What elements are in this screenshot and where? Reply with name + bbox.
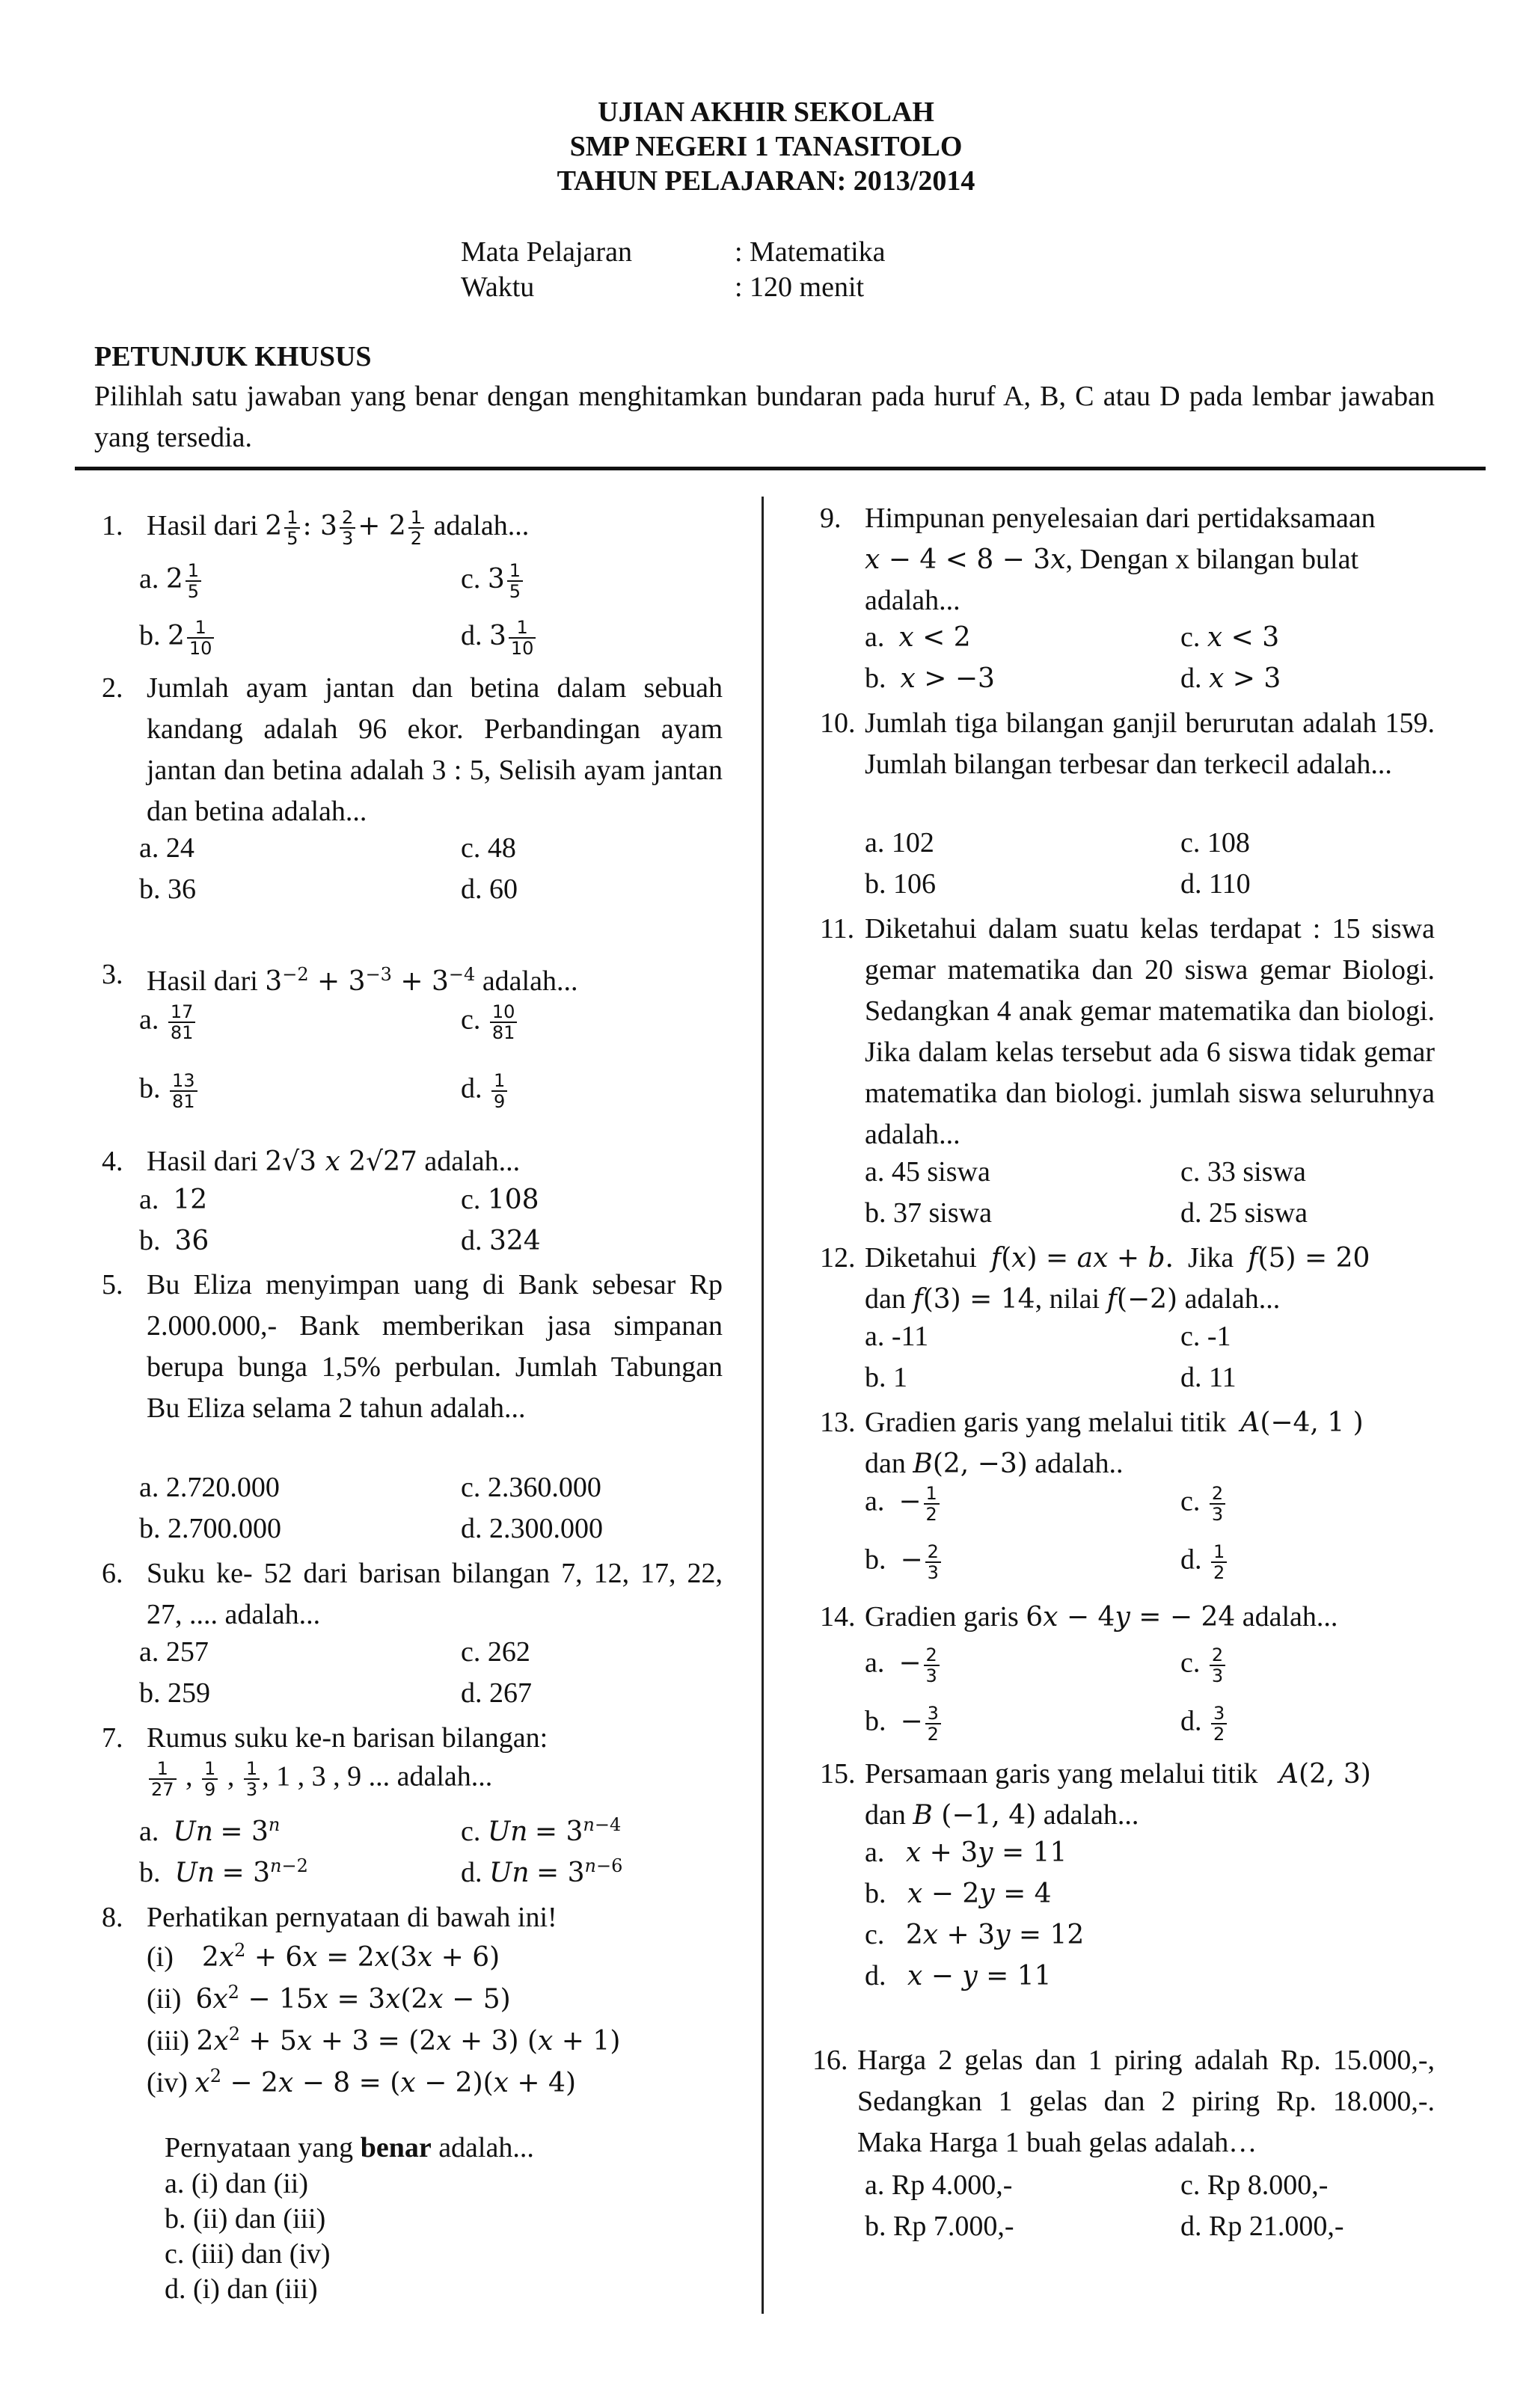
statement-4: (iv) $x^2 - 2x - 8 = (x - 2)(x + 4)$ (147, 2065, 576, 2098)
question-number: 9. (820, 503, 842, 534)
question-text-end: adalah... (1242, 1601, 1338, 1633)
question-text-end: adalah... (424, 1146, 521, 1177)
option-a[interactable]: a. 45 siswa (865, 1156, 990, 1188)
option-b[interactable]: b. Rp 7.000,- (865, 2211, 1014, 2242)
time-value: : 120 menit (735, 271, 865, 303)
option-a[interactable]: a. 257 (139, 1636, 209, 1668)
question-text-end: adalah... (433, 510, 530, 541)
question-number: 11. (820, 913, 855, 945)
question-text: Persamaan garis yang melalui titik (865, 1758, 1258, 1790)
option-a[interactable]: a. $Un = 3^n$ (139, 1814, 281, 1847)
question-text-end: adalah... (1043, 1799, 1139, 1831)
sequence-terms: $\frac{1}{27}$ , $\frac{1}{9}$ , $\frac{1}{3}$ , 1 , 3 , 9 ... adalah... (147, 1759, 492, 1799)
option-b[interactable]: b. − $\frac{3}{2}$ (865, 1704, 943, 1744)
question-prompt: Pernyataan yang benar adalah... (165, 2132, 534, 2163)
option-d[interactable]: d. 3 $\frac{1}{10}$ (461, 618, 538, 658)
question-number: 2. (102, 672, 123, 704)
column-divider (762, 497, 764, 2314)
question-text: Bu Eliza menyimpan uang di Bank sebesar Rp 2.000.000,- Bank memberikan jasa simpanan berupa bunga 1,5% perbulan. Jumlah Tabungan Bu Eliza selama 2 tahun adalah... (147, 1269, 723, 1424)
option-a[interactable]: a. 2 $\frac{1}{5}$ (139, 561, 203, 601)
option-b[interactable]: b. $Un = 3^{n-2}$ (139, 1855, 308, 1888)
question-number: 16. (812, 2045, 848, 2076)
question-number: 7. (102, 1722, 123, 1754)
academic-year: TAHUN PELAJARAN: 2013/2014 (557, 165, 975, 197)
question-number: 8. (102, 1902, 123, 1933)
option-c[interactable]: c. 48 (461, 832, 516, 864)
option-a[interactable]: a. − $\frac{1}{2}$ (865, 1484, 942, 1524)
question-number: 12. (820, 1242, 856, 1274)
option-d[interactable]: d. $\frac{1}{9}$ (461, 1071, 509, 1111)
option-b[interactable]: b. 36 (139, 873, 196, 905)
option-a[interactable]: a. x + 3y = 11 (865, 1837, 1067, 1868)
question-text: Harga 2 gelas dan 1 piring adalah Rp. 15.000,-, Sedangkan 1 gelas dan 2 piring Rp. 18.000,-. Maka Harga 1 buah gelas adalah… (857, 2045, 1435, 2158)
instructions-text: Pilihlah satu jawaban yang benar dengan menghitamkan bundaran pada huruf A, B, C atau D pada lembar jawaban yang tersedia. (94, 381, 1435, 453)
option-d[interactable]: d. Rp 21.000,- (1180, 2211, 1344, 2242)
option-a[interactable]: a. − $\frac{2}{3}$ (865, 1645, 942, 1686)
time-label: Waktu (461, 271, 535, 303)
option-b[interactable]: b. 2 $\frac{1}{10}$ (139, 618, 216, 658)
option-c[interactable]: c. $\frac{2}{3}$ (1180, 1645, 1228, 1686)
question-text: Gradien garis yang melalui titik (865, 1407, 1227, 1438)
question-number: 10. (820, 707, 856, 739)
exam-title: UJIAN AKHIR SEKOLAH (598, 96, 934, 128)
option-a[interactable]: a. 12 (139, 1184, 208, 1215)
option-c[interactable]: c. 108 (461, 1184, 539, 1215)
option-a[interactable]: a. x < 2 (865, 621, 971, 653)
function-definition: f(x) = ax + b. (990, 1243, 1174, 1274)
question-text: Hasil dari (147, 965, 258, 997)
option-c[interactable]: c. 33 siswa (1180, 1156, 1306, 1188)
option-c[interactable]: c. $\frac{2}{3}$ (1180, 1484, 1228, 1524)
question-text: Jumlah ayam jantan dan betina dalam sebuah kandang adalah 96 ekor. Perbandingan ayam jantan dan betina adalah 3 : 5, Selisih ayam jantan dan betina adalah... (147, 672, 723, 827)
question-number: 4. (102, 1146, 123, 1177)
option-c[interactable]: c. 262 (461, 1636, 530, 1668)
option-c[interactable]: c. 108 (1180, 827, 1250, 859)
option-c[interactable]: c. $Un = 3^{n-4}$ (461, 1814, 622, 1847)
option-a[interactable]: a. 2.720.000 (139, 1472, 280, 1503)
option-d[interactable]: d. (i) dan (iii) (165, 2273, 318, 2305)
option-b[interactable]: b. 259 (139, 1677, 210, 1709)
question-number: 15. (820, 1758, 856, 1790)
option-c[interactable]: c. x < 3 (1180, 621, 1280, 653)
point-a: A(−4, 1 ) (1240, 1407, 1364, 1438)
question-text: Himpunan penyelesaian dari pertidaksamaan (865, 503, 1376, 534)
instructions-title: PETUNJUK KHUSUS (94, 341, 372, 372)
question-text: Hasil dari (147, 510, 258, 541)
option-d[interactable]: d. x − y = 11 (865, 1960, 1052, 1991)
option-b[interactable]: b. 106 (865, 868, 936, 900)
option-a[interactable]: a. Rp 4.000,- (865, 2169, 1013, 2201)
statement-2: (ii) $6x^2 - 15x = 3x(2x - 5)$ (147, 1982, 511, 2015)
question-number: 6. (102, 1558, 123, 1589)
question-text: Rumus suku ke-n barisan bilangan: (147, 1722, 548, 1754)
question-text: Suku ke- 52 dari barisan bilangan 7, 12, 17, 22, 27, .... adalah... (147, 1558, 723, 1630)
option-d[interactable]: d. 110 (1180, 868, 1251, 900)
question-text-end: adalah... (865, 585, 960, 616)
option-d[interactable]: d. 60 (461, 873, 518, 905)
question-number: 14. (820, 1601, 856, 1633)
point-b: B (−1, 4) (913, 1800, 1037, 1831)
option-d[interactable]: d. $\frac{1}{2}$ (1180, 1542, 1229, 1582)
point-b: B(2, −3) (913, 1449, 1028, 1479)
question-text: Diketahui (865, 1242, 977, 1274)
option-b[interactable]: b. 2.700.000 (139, 1513, 281, 1544)
question-text-cont: , nilai (1035, 1283, 1100, 1315)
asked-value: f(−2) (1106, 1284, 1178, 1315)
option-b[interactable]: b. $\frac{13}{81}$ (139, 1071, 200, 1111)
option-d[interactable]: d. 11 (1180, 1362, 1237, 1393)
line-equation: 6x − 4y = − 24 (1026, 1602, 1236, 1633)
question-text: Gradien garis (865, 1601, 1019, 1633)
option-d[interactable]: d. x > 3 (1180, 663, 1281, 694)
option-b[interactable]: b. 37 siswa (865, 1197, 992, 1229)
option-d[interactable]: d. 267 (461, 1677, 532, 1709)
option-c[interactable]: c. $\frac{10}{81}$ (461, 1002, 519, 1042)
option-c[interactable]: c. 2x + 3y = 12 (865, 1919, 1085, 1950)
question-text: Jumlah tiga bilangan ganjil berurutan adalah 159. Jumlah bilangan terbesar dan terkecil adalah... (865, 707, 1435, 780)
question-text: Perhatikan pernyataan di bawah ini! (147, 1902, 557, 1933)
option-a[interactable]: a. -11 (865, 1321, 929, 1352)
option-a[interactable]: a. 24 (139, 832, 194, 864)
option-b[interactable]: b. x − 2y = 4 (865, 1878, 1052, 1909)
option-c[interactable]: c. Rp 8.000,- (1180, 2169, 1329, 2201)
statement-3: (iii) $2x^2 + 5x + 3 = (2x + 3) (x + 1)$ (147, 2024, 621, 2057)
question-number: 13. (820, 1407, 856, 1438)
question-text-end: adalah... (1184, 1283, 1281, 1315)
option-d[interactable]: d. 25 siswa (1180, 1197, 1308, 1229)
question-text-end: adalah.. (1035, 1448, 1124, 1479)
given-value-1: f(5) = 20 (1248, 1243, 1370, 1274)
question-number: 3. (102, 959, 123, 990)
option-a[interactable]: a. $\frac{17}{81}$ (139, 1002, 197, 1042)
math-expression: 2 $\frac{1}{5}$ : 3 $\frac{2}{3}$ + 2 $\frac{1}{2}$ (265, 511, 426, 541)
option-c[interactable]: c. (iii) dan (iv) (165, 2238, 331, 2270)
question-text-cont: , Dengan x bilangan bulat (1065, 544, 1359, 575)
option-d[interactable]: d. 2.300.000 (461, 1513, 603, 1544)
question-text-cont: dan (865, 1448, 906, 1479)
question-text-cont: dan (865, 1283, 906, 1315)
math-expression: $3^{-2} + 3^{-3} + 3^{-4}$ (265, 964, 476, 997)
given-value-2: f(3) = 14 (913, 1284, 1035, 1315)
option-c[interactable]: c. -1 (1180, 1321, 1231, 1352)
header-divider (75, 467, 1486, 470)
option-c[interactable]: c. 3 $\frac{1}{5}$ (461, 561, 525, 601)
question-number: 1. (102, 510, 123, 541)
question-text-cont: dan (865, 1799, 906, 1831)
question-text: Hasil dari (147, 1146, 258, 1177)
subject-value: : Matematika (735, 236, 886, 268)
question-text: Diketahui dalam suatu kelas terdapat : 15 siswa gemar matematika dan 20 siswa gemar Biologi. Sedangkan 4 anak gemar matematika dan biologi. Jika dalam kelas tersebut ada 6 siswa tidak gemar matematika dan biologi. jumlah siswa seluruhnya adalah... (865, 913, 1435, 1150)
option-b[interactable]: b. 36 (139, 1225, 209, 1256)
question-number: 5. (102, 1269, 123, 1300)
school-name: SMP NEGERI 1 TANASITOLO (569, 131, 963, 162)
question-text-end: adalah... (482, 965, 578, 997)
question-text-cont: Jika (1187, 1242, 1234, 1274)
math-expression: x − 4 < 8 − 3x (865, 544, 1066, 575)
option-b[interactable]: b. x > −3 (865, 663, 995, 694)
option-d[interactable]: d. $\frac{3}{2}$ (1180, 1704, 1229, 1744)
option-b[interactable]: b. − $\frac{2}{3}$ (865, 1542, 943, 1582)
option-a[interactable]: a. (i) dan (ii) (165, 2168, 309, 2199)
option-b[interactable]: b. 1 (865, 1362, 907, 1393)
math-expression: 2√3 x 2√27 (265, 1146, 417, 1177)
option-d[interactable]: d. $Un = 3^{n-6}$ (461, 1855, 623, 1888)
option-b[interactable]: b. (ii) dan (iii) (165, 2203, 326, 2235)
point-a: A(2, 3) (1279, 1759, 1371, 1790)
option-d[interactable]: d. 324 (461, 1225, 541, 1256)
option-a[interactable]: a. 102 (865, 827, 934, 859)
statement-1: (i) $2x^2 + 6x = 2x(3x + 6)$ (147, 1940, 500, 1973)
option-c[interactable]: c. 2.360.000 (461, 1472, 601, 1503)
subject-label: Mata Pelajaran (461, 236, 632, 268)
